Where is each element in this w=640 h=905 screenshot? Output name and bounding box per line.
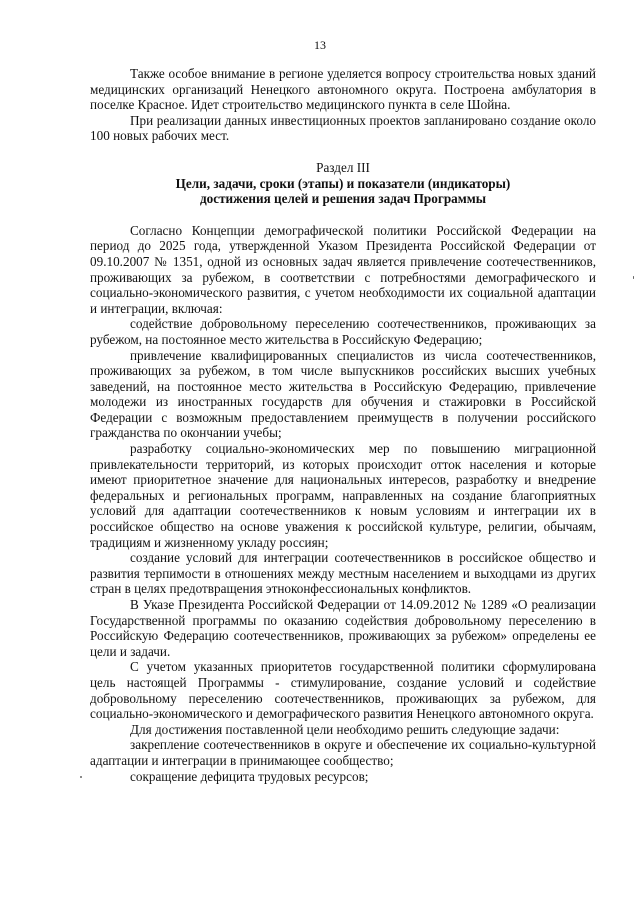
scan-speck	[633, 276, 634, 279]
list-item-measures: разработку социально-экономических мер по повышению миграционной привлекательности территорий, из которых происходит отток населения и которые имеют приоритетное значение для национальных интересов, разработку и внедрение федеральных и региональных программ, направленных на создание благоприятных условий для адаптации соотечественников к новым условиям и интеграции их в российское общество на основе уважения к российской культуре, религии, обычаям, традициям и жизненному укладу россиян;	[90, 441, 596, 550]
scan-speck	[80, 776, 82, 778]
list-item-resettlement: содействие добровольному переселению соотечественников, проживающих за рубежом, на постоянное место жительства в Российскую Федерацию;	[90, 316, 596, 347]
section-title	[90, 176, 596, 207]
page-number: 13	[314, 38, 326, 52]
section-title-line-1: Цели, задачи, сроки (этапы) и показатели (индикаторы)	[175, 175, 511, 191]
list-item-specialists: привлечение квалифицированных специалистов из числа соотечественников, проживающих за рубежом, в том числе выпускников российских высших учебных заведений, на постоянное место жительства в Российскую Федерацию, привлечение молодежи из иностранных государств для обучения и стажировки в Российской Федерации с возможным предоставлением преимуществ в получении российского гражданства по окончании учебы;	[90, 347, 596, 441]
paragraph-goal: С учетом указанных приоритетов государственной политики сформулирована цель настоящей Программы - стимулирование, создание условий и содействие добровольному переселению соотечественников, проживающих за рубежом, для социально-экономического и демографического развития Ненецкого автономного округа.	[90, 659, 596, 722]
list-item-task-adaptation: закрепление соотечественников в округе и обеспечение их социально-культурной адаптации и интеграции в принимающее сообщество;	[90, 737, 596, 768]
paragraph-concept: Согласно Концепции демографической политики Российской Федерации на период до 2025 года, утвержденной Указом Президента Российской Федерации от 09.10.2007 № 1351, одной из основных задач является привлечение соотечественников, проживающих за рубежом, в соответствии с потребностями демографического и социально-экономического развития, с учетом необходимости их социальной адаптации и интеграции, включая:	[90, 222, 596, 316]
section-label: Раздел III	[316, 159, 370, 175]
list-item-integration: создание условий для интеграции соотечественников в российское общество и развития терпимости в отношениях между местным населением и выходцами из других стран в целях предотвращения этноконфессиональных конфликтов.	[90, 550, 596, 597]
list-item-task-labor: сокращение дефицита трудовых ресурсов;	[130, 768, 369, 784]
paragraph-tasks-intro: Для достижения поставленной цели необходимо решить следующие задачи:	[130, 721, 560, 737]
paragraph-construction: Также особое внимание в регионе уделяется вопросу строительства новых зданий медицинских организаций Ненецкого автономного округа. Построена амбулатория в поселке Красное. Идет строительство медицинского пункта в селе Шойна.	[90, 66, 596, 113]
section-title-line-2: достижения целей и решения задач Программы	[199, 191, 487, 207]
paragraph-jobs: При реализации данных инвестиционных проектов запланировано создание около 100 новых рабочих мест.	[90, 112, 596, 144]
document-body	[90, 66, 596, 784]
paragraph-decree: В Указе Президента Российской Федерации от 14.09.2012 № 1289 «О реализации Государственной программы по оказанию содействия добровольному переселению в Российскую Федерацию соотечественников, проживающих за рубежом» определены ее цели и задачи.	[90, 597, 596, 659]
